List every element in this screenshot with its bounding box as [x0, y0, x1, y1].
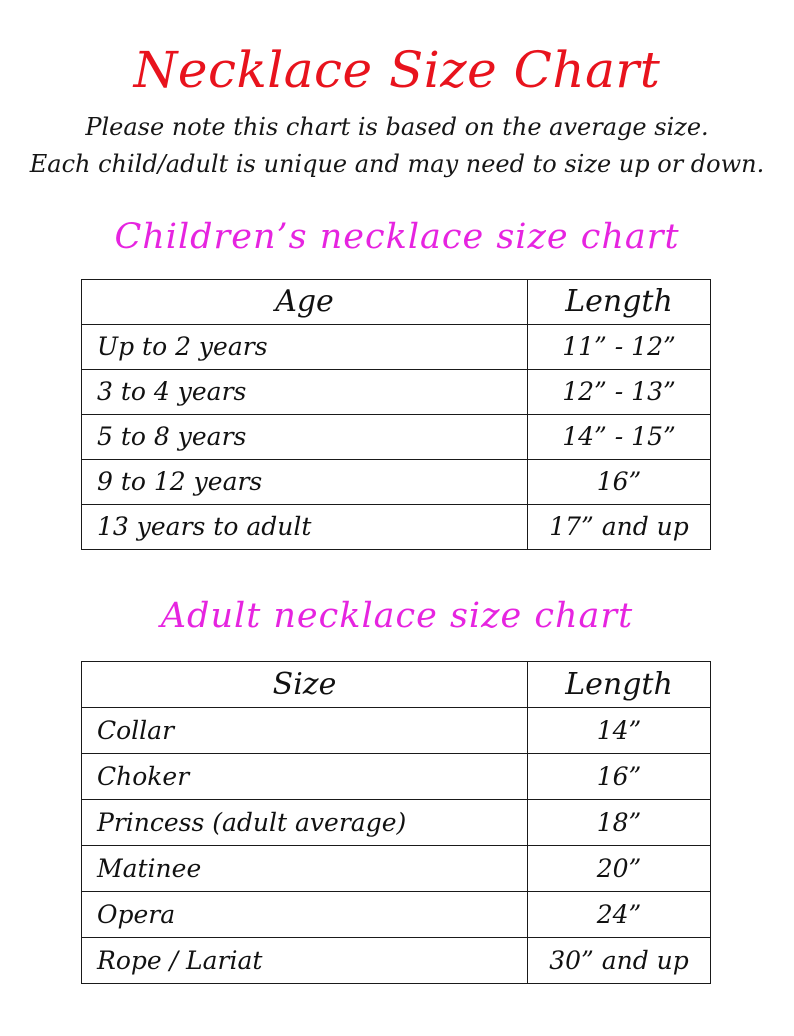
length-cell: 12” - 13”: [528, 370, 711, 415]
table-row: [82, 892, 711, 938]
length-cell: 14” - 15”: [528, 415, 711, 460]
note-line-2: Each child/adult is unique and may need to size up or down.: [29, 150, 765, 178]
size-cell: Princess (adult average): [82, 800, 528, 846]
column-header-length: Length: [528, 662, 711, 708]
length-cell: 20”: [528, 846, 711, 892]
length-cell: 11” - 12”: [528, 325, 711, 370]
table-row: [82, 708, 711, 754]
table-header-row: [82, 662, 711, 708]
length-cell: 16”: [528, 754, 711, 800]
table-row: [82, 325, 711, 370]
age-cell: 3 to 4 years: [82, 370, 528, 415]
table-row: [82, 846, 711, 892]
length-cell: 18”: [528, 800, 711, 846]
age-cell: 5 to 8 years: [82, 415, 528, 460]
length-cell: 14”: [528, 708, 711, 754]
adult-size-table: [81, 661, 711, 984]
children-section-title: Children’s necklace size chart: [114, 217, 680, 257]
table-row: [82, 370, 711, 415]
note-line-1: Please note this chart is based on the average size.: [85, 113, 709, 141]
length-cell: 30” and up: [528, 938, 711, 984]
age-cell: Up to 2 years: [82, 325, 528, 370]
table-row: [82, 938, 711, 984]
table-row: [82, 460, 711, 505]
length-cell: 16”: [528, 460, 711, 505]
size-cell: Matinee: [82, 846, 528, 892]
adult-section-title: Adult necklace size chart: [160, 596, 634, 636]
size-cell: Opera: [82, 892, 528, 938]
table-row: [82, 505, 711, 550]
children-size-table: [81, 279, 711, 550]
column-header-size: Size: [82, 662, 528, 708]
length-cell: 24”: [528, 892, 711, 938]
column-header-length: Length: [528, 280, 711, 325]
size-cell: Rope / Lariat: [82, 938, 528, 984]
column-header-age: Age: [82, 280, 528, 325]
page-title: Necklace Size Chart: [133, 41, 661, 99]
table-header-row: [82, 280, 711, 325]
table-row: [82, 415, 711, 460]
table-row: [82, 754, 711, 800]
table-row: [82, 800, 711, 846]
age-cell: 9 to 12 years: [82, 460, 528, 505]
age-cell: 13 years to adult: [82, 505, 528, 550]
size-cell: Choker: [82, 754, 528, 800]
size-cell: Collar: [82, 708, 528, 754]
length-cell: 17” and up: [528, 505, 711, 550]
